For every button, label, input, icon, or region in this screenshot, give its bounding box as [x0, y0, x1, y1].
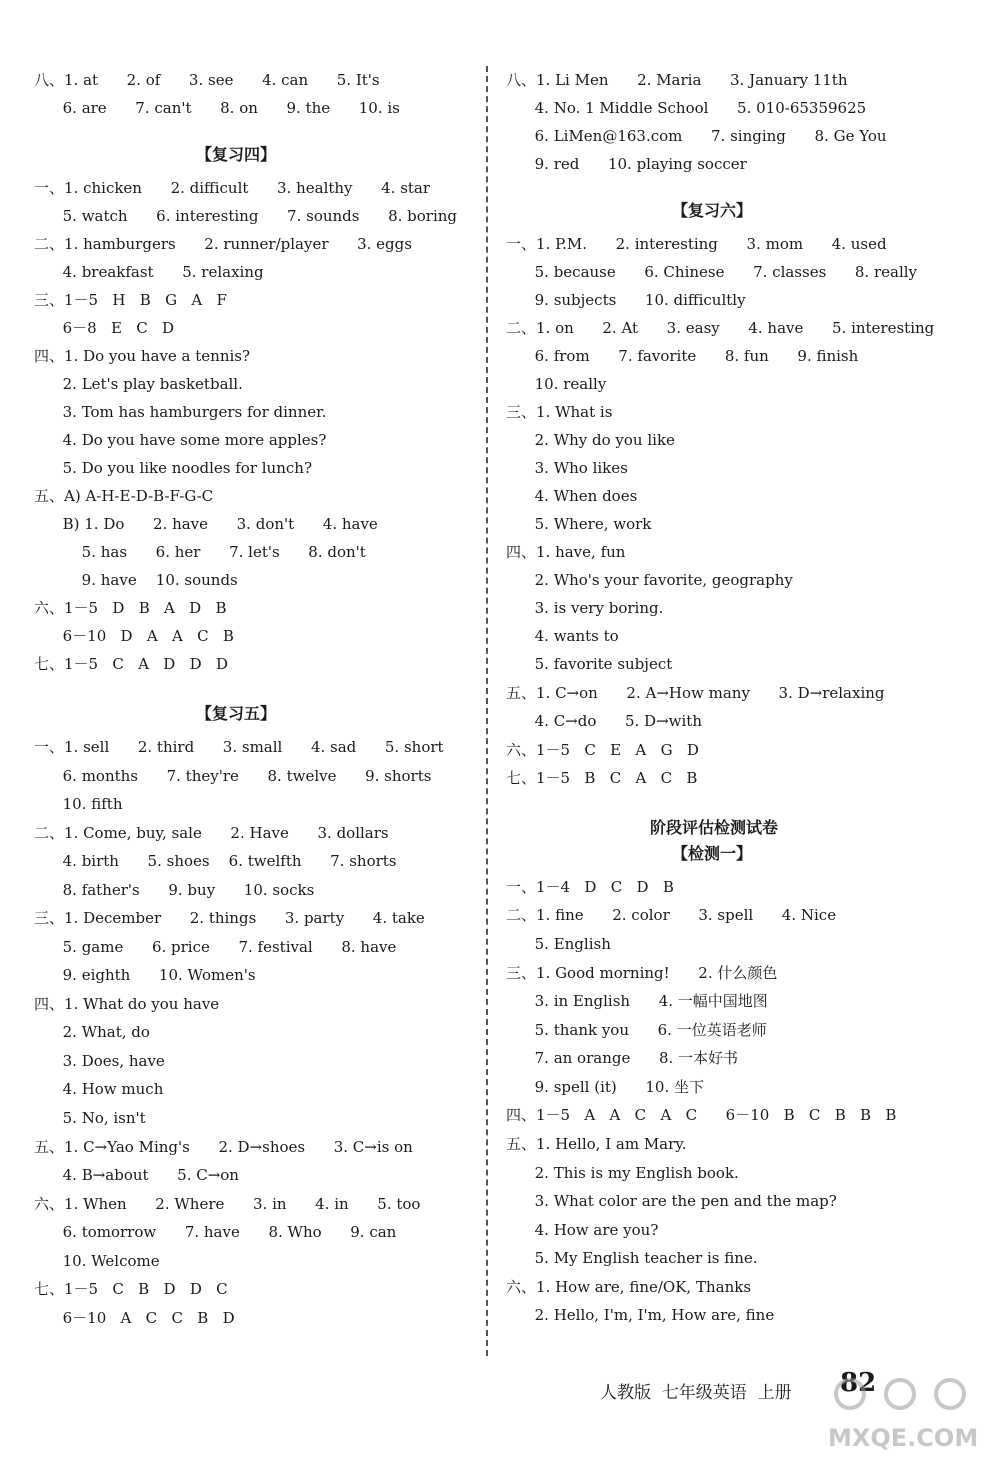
watermark-text: MXQE.COM: [828, 1424, 979, 1452]
answer-line: 四、1. What do you have: [34, 995, 220, 1013]
answer-line: 6－10 D A A C B: [34, 627, 234, 645]
answer-line: 10. Welcome: [34, 1252, 160, 1270]
answer-line: 3. What color are the pen and the map?: [506, 1192, 837, 1210]
page-number: 82: [840, 1368, 877, 1398]
section-heading-review6: 【复习六】: [672, 201, 753, 220]
answer-line: 三、1－5 H B G A F: [34, 291, 227, 309]
answer-line: 4. How much: [34, 1080, 164, 1098]
answer-line: 5. thank you 6. 一位英语老师: [506, 1021, 767, 1039]
answer-line: 一、1. chicken 2. difficult 3. healthy 4. star: [34, 179, 431, 197]
answer-line: 三、1. What is: [506, 403, 613, 421]
answer-line: 2. Let's play basketball.: [34, 375, 243, 393]
answer-line: 5. Where, work: [506, 515, 652, 533]
answer-line: 2. This is my English book.: [506, 1164, 739, 1182]
answer-line: 二、1. hamburgers 2. runner/player 3. eggs: [34, 235, 412, 253]
answer-line: 6. from 7. favorite 8. fun 9. finish: [506, 347, 859, 365]
answer-line: 五、1. C→on 2. A→How many 3. D→relaxing: [506, 684, 885, 702]
answer-line: 9. eighth 10. Women's: [34, 966, 256, 984]
answer-line: 4. wants to: [506, 627, 619, 645]
answer-line: 五、1. C→Yao Ming's 2. D→shoes 3. C→is on: [34, 1138, 413, 1156]
answer-line: 2. Who's your favorite, geography: [506, 571, 793, 589]
answer-line: 6－8 E C D: [34, 319, 175, 337]
answer-line: 4. birth 5. shoes 6. twelfth 7. shorts: [34, 852, 397, 870]
answer-line: 4. No. 1 Middle School 5. 010-65359625: [506, 99, 867, 117]
answer-line: 四、1. have, fun: [506, 543, 626, 561]
answer-line: 4. breakfast 5. relaxing: [34, 263, 264, 281]
answer-line: 五、A) A-H-E-D-B-F-G-C: [34, 487, 214, 505]
answer-line: 一、1. P.M. 2. interesting 3. mom 4. used: [506, 235, 887, 253]
answer-line: 三、1. Good morning! 2. 什么颜色: [506, 964, 778, 982]
answer-line: 6. tomorrow 7. have 8. Who 9. can: [34, 1223, 397, 1241]
answer-line: 9. subjects 10. difficultly: [506, 291, 746, 309]
section-heading-stage-test: 阶段评估检测试卷: [650, 818, 779, 837]
answer-line: 六、1－5 C E A G D: [506, 741, 699, 759]
answer-line: 6. are 7. can't 8. on 9. the 10. is: [34, 99, 400, 117]
answer-line: 7. an orange 8. 一本好书: [506, 1049, 739, 1067]
answer-line: 七、1－5 C A D D D: [34, 655, 228, 673]
answer-line: 二、1. Come, buy, sale 2. Have 3. dollars: [34, 824, 389, 842]
answer-line: 5. No, isn't: [34, 1109, 146, 1127]
answer-line: 9. have 10. sounds: [34, 571, 238, 589]
answer-line: 5. favorite subject: [506, 655, 673, 673]
answer-line: 5. watch 6. interesting 7. sounds 8. boring: [34, 207, 458, 225]
answer-line: 六、1. How are, fine/OK, Thanks: [506, 1278, 752, 1296]
answer-line: 八、1. Li Men 2. Maria 3. January 11th: [506, 71, 848, 89]
answer-line: 4. C→do 5. D→with: [506, 712, 702, 730]
section-heading-test1: 【检测一】: [672, 844, 753, 863]
answer-line: 三、1. December 2. things 3. party 4. take: [34, 909, 425, 927]
answer-line: B) 1. Do 2. have 3. don't 4. have: [34, 515, 378, 533]
answer-line: 5. because 6. Chinese 7. classes 8. really: [506, 263, 918, 281]
answer-line: 3. Tom has hamburgers for dinner.: [34, 403, 327, 421]
answer-line: 一、1－4 D C D B: [506, 878, 674, 896]
answer-line: 10. really: [506, 375, 607, 393]
answer-line: 8. father's 9. buy 10. socks: [34, 881, 315, 899]
answer-line: 五、1. Hello, I am Mary.: [506, 1135, 687, 1153]
answer-line: 四、1. Do you have a tennis?: [34, 347, 251, 365]
section-heading-review4: 【复习四】: [196, 145, 277, 164]
answer-line: 4. When does: [506, 487, 638, 505]
answer-line: 5. English: [506, 935, 611, 953]
answer-line: 四、1－5 A A C A C 6－10 B C B B B: [506, 1106, 897, 1124]
answer-line: 2. Hello, I'm, I'm, How are, fine: [506, 1306, 775, 1324]
answer-line: 八、1. at 2. of 3. see 4. can 5. It's: [34, 71, 380, 89]
answer-line: 5. My English teacher is fine.: [506, 1249, 758, 1267]
answer-line: 一、1. sell 2. third 3. small 4. sad 5. short: [34, 738, 444, 756]
answer-line: 4. Do you have some more apples?: [34, 431, 327, 449]
watermark-logo-icon: [820, 1370, 990, 1454]
answer-line: 6. months 7. they're 8. twelve 9. shorts: [34, 767, 432, 785]
answer-line: 六、1－5 D B A D B: [34, 599, 227, 617]
answer-line: 4. How are you?: [506, 1221, 659, 1239]
answer-line: 3. Who likes: [506, 459, 628, 477]
answer-line: 二、1. on 2. At 3. easy 4. have 5. interesting: [506, 319, 935, 337]
answer-line: 9. spell (it) 10. 坐下: [506, 1078, 704, 1096]
answer-line: 七、1－5 B C A C B: [506, 769, 698, 787]
section-heading-review5: 【复习五】: [196, 704, 277, 723]
answer-line: 3. Does, have: [34, 1052, 165, 1070]
answer-line: 4. B→about 5. C→on: [34, 1166, 239, 1184]
column-divider: [486, 66, 488, 1356]
answer-line: 9. red 10. playing soccer: [506, 155, 747, 173]
edition-label: 人教版 七年级英语 上册: [600, 1383, 792, 1403]
answer-line: 5. game 6. price 7. festival 8. have: [34, 938, 397, 956]
answer-line: 5. Do you like noodles for lunch?: [34, 459, 312, 477]
answer-line: 5. has 6. her 7. let's 8. don't: [34, 543, 366, 561]
answer-line: 10. fifth: [34, 795, 123, 813]
answer-line: 七、1－5 C B D D C: [34, 1280, 228, 1298]
answer-line: 6. LiMen@163.com 7. singing 8. Ge You: [506, 127, 887, 145]
answer-line: 2. What, do: [34, 1023, 150, 1041]
answer-line: 3. in English 4. 一幅中国地图: [506, 992, 768, 1010]
answer-line: 二、1. fine 2. color 3. spell 4. Nice: [506, 906, 837, 924]
answer-line: 6－10 A C C B D: [34, 1309, 235, 1327]
answer-line: 六、1. When 2. Where 3. in 4. in 5. too: [34, 1195, 421, 1213]
answer-line: 2. Why do you like: [506, 431, 675, 449]
answer-line: 3. is very boring.: [506, 599, 664, 617]
